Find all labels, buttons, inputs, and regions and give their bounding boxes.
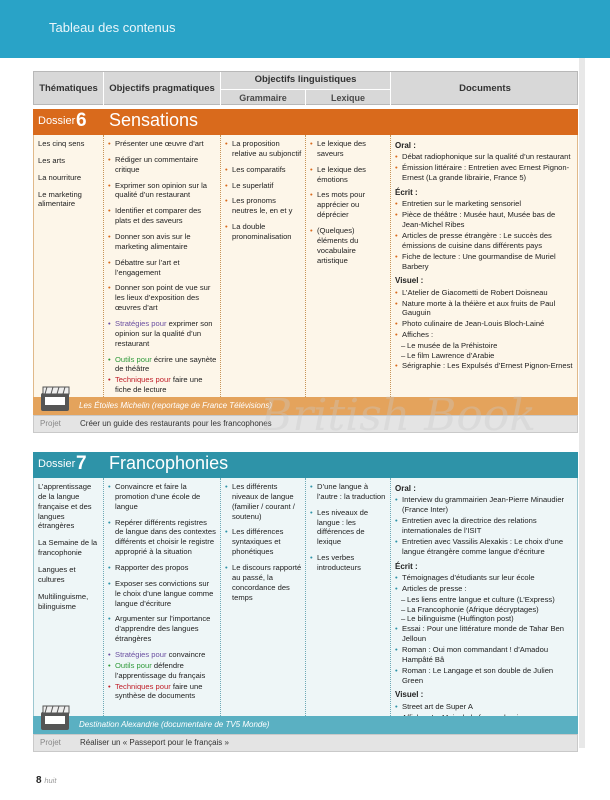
document-item: • Articles de presse étrangère : Le succès des émissions de cuisine dans différents pays	[395, 231, 576, 251]
header-documents: Documents	[459, 82, 511, 94]
lexique-item: • (Quelques) éléments du vocabulaire artistique	[310, 226, 387, 265]
objectif-item: • Présenter une œuvre d’art	[108, 139, 217, 149]
thematiques-column	[34, 478, 104, 716]
document-item: • Roman : Oui mon commandant ! d’Amadou Hampâté Bâ	[395, 645, 576, 665]
lexique-column	[306, 478, 391, 716]
dossier-7-bar	[33, 452, 578, 478]
document-item: • Témoignages d’étudiants sur leur école	[395, 573, 576, 583]
projet-text: Créer un guide des restaurants pour les francophones	[80, 419, 272, 428]
document-item: • Entretien avec Vassilis Alexakis : Le choix d’une langue étrangère comme langue d’écriture	[395, 537, 576, 557]
thematiques-column	[34, 135, 104, 397]
lexique-item: • Les mots pour apprécier ou déprécier	[310, 190, 387, 220]
dossier-6-bar	[33, 109, 578, 135]
dvd-cdrom-icon	[39, 383, 73, 413]
lexique-item: • Le lexique des saveurs	[310, 139, 387, 159]
outils-text: défendre l’apprentissage du français	[115, 660, 206, 680]
projet-label: Projet	[40, 419, 61, 428]
thematique-item: La Semaine de la francophonie	[38, 538, 98, 558]
page-number-word: huit	[44, 776, 57, 785]
video-text: Les Étoiles Michelin (reportage de France Télévisions)	[79, 401, 272, 410]
visuel-heading: Visuel :	[395, 276, 424, 286]
techniques-item	[108, 682, 217, 702]
document-item: • Fiche de lecture : Une gourmandise de Muriel Barbery	[395, 252, 576, 272]
document-item: • Street art de Super A	[395, 702, 576, 712]
article-item: – Les liens entre langue et culture (L’Express)	[395, 595, 576, 605]
document-item: • Entretien sur le marketing sensoriel	[395, 199, 576, 209]
table-header	[33, 71, 578, 105]
projet-label: Projet	[40, 738, 61, 747]
page-footer	[36, 775, 56, 786]
strategies-label: Stratégies pour	[115, 319, 167, 329]
objectif-item: • Repérer différents registres de langue dans des contextes différents et choisir le registre approprié à la situation	[108, 518, 217, 557]
grammaire-column	[221, 478, 306, 716]
lexique-item: • Les niveaux de langue : les différences de lexique	[310, 508, 387, 547]
documents-column	[391, 478, 579, 716]
header-thematiques: Thématiques	[34, 72, 104, 106]
ecrit-heading: Écrit :	[395, 561, 418, 571]
document-item: • Entretien avec la directrice des relations internationales de l’ISIT	[395, 516, 576, 536]
document-item: • Débat radiophonique sur la qualité d’un restaurant	[395, 152, 576, 162]
documents-column	[391, 135, 579, 397]
objectif-item: • Exposer ses convictions sur le choix d’une langue comme langue d’écriture	[108, 579, 217, 609]
header-objectifs-linguistiques: Objectifs linguistiques	[221, 72, 391, 90]
page-edge-shadow	[579, 58, 585, 748]
objectif-item: • Rédiger un commentaire critique	[108, 155, 217, 175]
objectif-item: • Donner son avis sur le marketing alimentaire	[108, 232, 217, 252]
thematique-item: La nourriture	[38, 172, 82, 182]
document-item: • Photo culinaire de Jean-Louis Bloch-Lainé	[395, 319, 576, 329]
document-item: • Pièce de théâtre : Musée haut, Musée bas de Jean-Michel Ribes	[395, 210, 576, 230]
objectif-item: • Donner son point de vue sur les lieux d’exposition des œuvres d’art	[108, 283, 217, 313]
objectif-item: • Argumenter sur l’importance d’apprendre des langues étrangères	[108, 614, 217, 644]
outils-text: écrire une saynète de théâtre	[115, 354, 217, 374]
document-item: • Interview du grammairien Jean-Pierre Minaudier (France Inter)	[395, 495, 576, 515]
document-item: • Articles de presse :	[395, 584, 576, 594]
lexique-column	[306, 135, 391, 397]
dossier-title: Francophonies	[109, 453, 229, 473]
outils-label: Outils pour	[115, 354, 152, 364]
objectif-item: • Exprimer son opinion sur la qualité d’un restaurant	[108, 181, 217, 201]
document-item: • Roman : Le Langage et son double de Julien Green	[395, 666, 576, 686]
objectif-item: • Rapporter des propos	[108, 563, 217, 573]
objectif-item: • Débattre sur l’art et l’engagement	[108, 258, 217, 278]
oral-heading: Oral :	[395, 141, 416, 150]
header-grammaire: Grammaire	[221, 90, 306, 106]
lexique-item: • Les verbes introducteurs	[310, 553, 387, 573]
grammaire-item: • Les pronoms neutres le, en et y	[225, 196, 302, 216]
header-lexique: Lexique	[306, 90, 391, 106]
dossier-title: Sensations	[109, 110, 199, 130]
video-bar	[33, 716, 578, 734]
projet-bar	[33, 734, 578, 752]
outils-item	[108, 661, 217, 681]
document-item: • Émission littéraire : Entretien avec Ernest Pignon-Ernest (La grande librairie, France 5)	[395, 163, 576, 183]
strategies-text: exprimer son opinion sur la qualité d’un restaurant	[115, 319, 213, 348]
grammaire-column	[221, 135, 306, 397]
dossier-label: Dossier	[38, 458, 76, 470]
affiche-item: – Le film Lawrence d’Arabie	[395, 351, 576, 361]
dvd-cdrom-icon	[39, 702, 73, 732]
lexique-item: • Le lexique des émotions	[310, 165, 387, 185]
thematique-item: L’apprentissage de la langue française et des langues étrangères	[38, 482, 92, 531]
watermark: British Book	[260, 390, 537, 441]
article-item: – La Francophonie (Afrique décryptages)	[395, 605, 576, 615]
page-number: 8	[36, 775, 42, 786]
grammaire-item: • Le discours rapporté au passé, la concordance des temps	[225, 563, 302, 602]
strategies-item	[108, 319, 217, 349]
document-item: • Essai : Pour une littérature monde de Tahar Ben Jelloun	[395, 624, 576, 644]
video-text: Destination Alexandrie (documentaire de TV5 Monde)	[79, 720, 270, 729]
objectifs-column	[104, 135, 221, 397]
grammaire-item: • Les comparatifs	[225, 165, 302, 175]
thematique-item: Multilinguisme, bilinguisme	[38, 591, 89, 611]
projet-text: Réaliser un « Passeport pour le français »	[80, 738, 229, 747]
grammaire-item: • La proposition relative au subjonctif	[225, 139, 302, 159]
outils-label: Outils pour	[115, 660, 152, 670]
grammaire-item: • La double pronominalisation	[225, 222, 302, 242]
outils-item	[108, 355, 217, 375]
objectif-item: • Convaincre et faire la promotion d’une école de langue	[108, 482, 217, 512]
dossier-6-content	[33, 135, 578, 397]
techniques-text: faire une fiche de lecture	[115, 375, 203, 395]
ecrit-heading: Écrit :	[395, 187, 418, 197]
dossier-label: Dossier	[38, 115, 76, 127]
grammaire-item: • Les différents niveaux de langue (familier / courant / soutenu)	[225, 482, 302, 521]
dossier-7-content	[33, 478, 578, 716]
techniques-text: faire une synthèse de documents	[115, 681, 203, 701]
dossier-number: 7	[76, 453, 87, 474]
techniques-item	[108, 375, 217, 395]
techniques-label: Techniques pour	[115, 375, 171, 385]
article-item: – Le bilinguisme (Huffington post)	[395, 614, 576, 624]
grammaire-item: • Les différences syntaxiques et phonétiques	[225, 527, 302, 557]
header-objectifs-pragmatiques: Objectifs pragmatiques	[104, 72, 221, 106]
thematique-item: Langues et cultures	[38, 565, 76, 584]
techniques-label: Techniques pour	[115, 681, 171, 691]
thematique-item: Les cinq sens	[38, 139, 85, 148]
thematique-item: Les arts	[38, 155, 66, 165]
lexique-item: • D’une langue à l’autre : la traduction	[310, 482, 387, 502]
document-item: • Nature morte à la théière et aux fruits de Paul Gauguin	[395, 299, 576, 319]
page-title: Tableau des contenus	[49, 20, 176, 35]
document-item: • Affiches :	[395, 330, 576, 340]
strategies-text: convaincre	[168, 650, 206, 660]
objectif-item: • Identifier et comparer des plats et des saveurs	[108, 206, 217, 226]
document-item: • Sérigraphie : Les Expulsés d’Ernest Pignon-Ernest	[395, 361, 576, 371]
thematique-item: Le marketing alimentaire	[38, 189, 82, 209]
objectifs-column	[104, 478, 221, 716]
document-item: • L’Atelier de Giacometti de Robert Doisneau	[395, 288, 576, 298]
affiche-item: – Le musée de la Préhistoire	[395, 341, 576, 351]
grammaire-item: • Le superlatif	[225, 181, 302, 191]
strategies-item	[108, 650, 217, 660]
dossier-number: 6	[76, 110, 87, 131]
strategies-label: Stratégies pour	[115, 650, 167, 660]
visuel-heading: Visuel :	[395, 690, 424, 700]
oral-heading: Oral :	[395, 484, 416, 493]
